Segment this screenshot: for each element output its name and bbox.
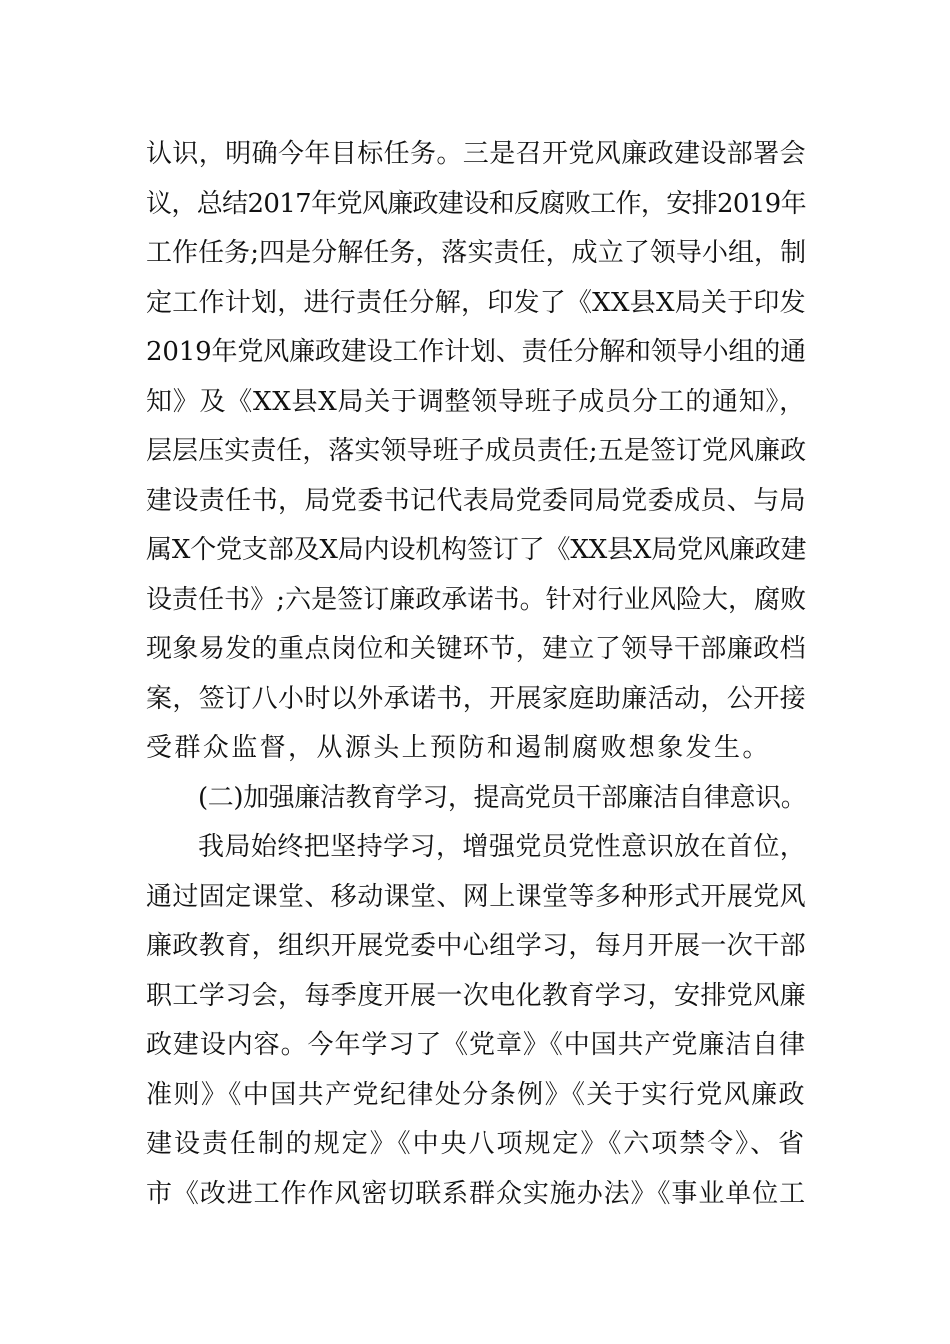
- body-line: 市《改进工作作风密切联系群众实施办法》《事业单位工: [146, 1178, 807, 1209]
- paragraph-first-line: 我局始终把坚持学习，增强党员党性意识放在首位，: [198, 832, 807, 862]
- body-line: 属X个党支部及X局内设机构签订了《XX县X局党风廉政建: [146, 535, 807, 565]
- body-line: 职工学习会，每季度开展一次电化教育学习，安排党风廉: [146, 980, 807, 1011]
- body-line: 廉政教育，组织开展党委中心组学习，每月开展一次干部: [146, 931, 807, 961]
- body-line: 案，签订八小时以外承诺书，开展家庭助廉活动，公开接: [146, 683, 807, 714]
- body-line: 工作任务;四是分解任务，落实责任，成立了领导小组，制: [146, 238, 807, 268]
- body-line: 2019年党风廉政建设工作计划、责任分解和领导小组的通: [146, 337, 806, 367]
- body-line: 认识，明确今年目标任务。三是召开党风廉政建设部署会: [146, 139, 807, 169]
- section-heading: (二)加强廉洁教育学习，提高党员干部廉洁自律意识。: [198, 782, 807, 813]
- body-line: 受群众监督，从源头上预防和遏制腐败想象发生。: [146, 733, 771, 763]
- body-line: 通过固定课堂、移动课堂、网上课堂等多种形式开展党风: [146, 881, 807, 912]
- document-body: [146, 130, 806, 1219]
- body-line: 现象易发的重点岗位和关键环节，建立了领导干部廉政档: [146, 634, 807, 664]
- body-line: 知》及《XX县X局关于调整领导班子成员分工的通知》，: [146, 386, 806, 417]
- body-line: 议，总结2017年党风廉政建设和反腐败工作，安排2019年: [146, 188, 806, 219]
- body-line: 建设责任书，局党委书记代表局党委同局党委成员、与局: [146, 485, 807, 516]
- body-line: 定工作计划，进行责任分解，印发了《XX县X局关于印发: [146, 287, 806, 318]
- body-line: 政建设内容。今年学习了《党章》《中国共产党廉洁自律: [146, 1030, 807, 1060]
- body-line: 准则》《中国共产党纪律处分条例》《关于实行党风廉政: [146, 1079, 807, 1110]
- body-line: 建设责任制的规定》《中央八项规定》《六项禁令》、省: [146, 1129, 807, 1159]
- body-line: 设责任书》;六是签订廉政承诺书。针对行业风险大，腐败: [146, 584, 807, 615]
- body-line: 层层压实责任，落实领导班子成员责任;五是签订党风廉政: [146, 436, 807, 466]
